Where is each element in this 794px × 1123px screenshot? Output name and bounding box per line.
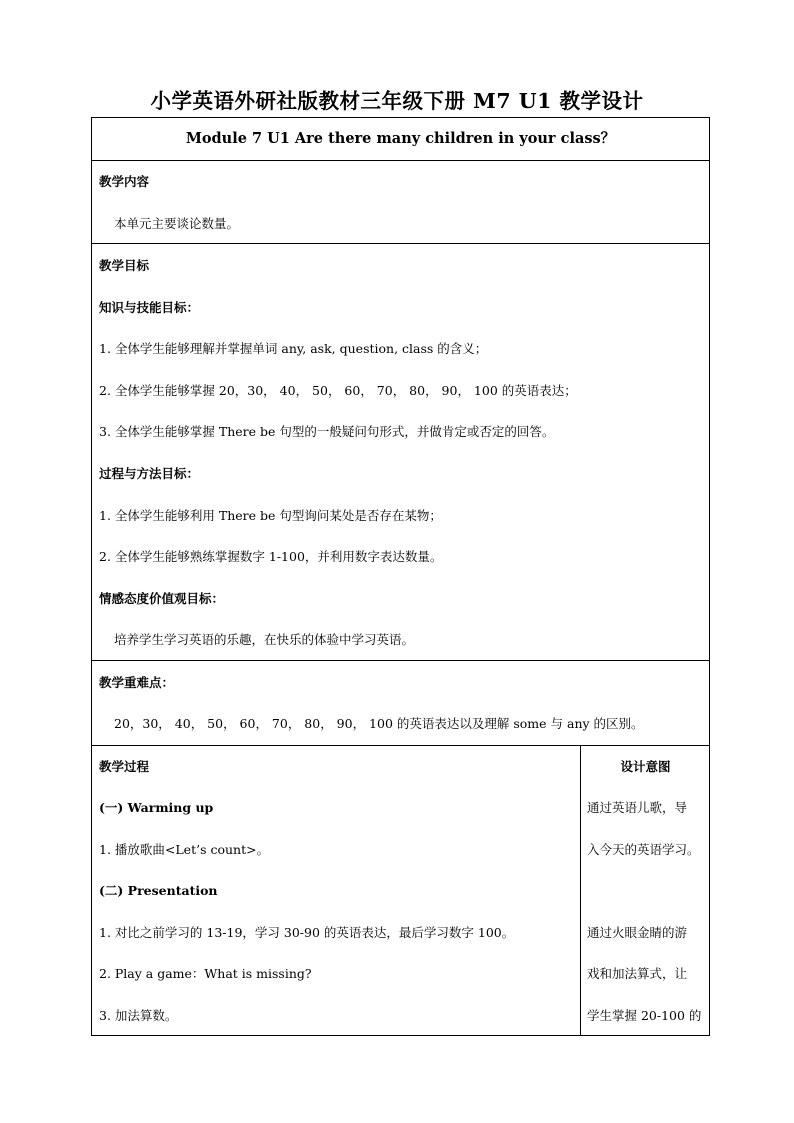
- row-divider: [92, 745, 709, 746]
- column-divider: [580, 745, 581, 1035]
- row-divider: [92, 160, 709, 161]
- module-heading: Module 7 U1 Are there many children in your class？: [185, 130, 616, 147]
- content-label: 教学内容: [99, 174, 150, 189]
- key-points-text: 20，30， 40， 50， 60， 70， 80， 90， 100 的英语表达以及理解 some 与 any 的区别。: [114, 716, 644, 731]
- process-goal-item: 2. 全体学生能够熟练掌握数字 1-100，并利用数字表达数量。: [99, 549, 443, 564]
- process-goal-label: 过程与方法目标：: [99, 466, 200, 481]
- emotion-text: 培养学生学习英语的乐趣，在快乐的体验中学习英语。: [114, 632, 415, 647]
- intent-line: 入今天的英语学习。: [587, 842, 700, 857]
- presentation-item: 2. Play a game：What is missing?: [99, 966, 312, 981]
- intent-line: 学生掌握 20-100 的: [587, 1008, 702, 1023]
- knowledge-item: 2. 全体学生能够掌握 20，30， 40， 50， 60， 70， 80， 90， 100 的英语表达；: [99, 383, 577, 398]
- intent-label: 设计意图: [620, 759, 671, 774]
- presentation-label: (二) Presentation: [99, 883, 218, 898]
- presentation-item: 1. 对比之前学习的 13-19，学习 30-90 的英语表达，最后学习数字 100。: [99, 925, 515, 940]
- knowledge-item: 1. 全体学生能够理解并掌握单词 any, ask, question, class 的含义；: [99, 341, 488, 356]
- presentation-item: 3. 加法算数。: [99, 1008, 178, 1023]
- process-label: 教学过程: [99, 759, 150, 774]
- emotion-label: 情感态度价值观目标：: [99, 591, 225, 606]
- process-goal-item: 1. 全体学生能够利用 There be 句型询问某处是否存在某物；: [99, 508, 442, 523]
- row-divider: [92, 243, 709, 244]
- document-title: 小学英语外研社版教材三年级下册 M7 U1 教学设计: [150, 89, 644, 113]
- row-divider: [92, 660, 709, 661]
- content-text: 本单元主要谈论数量。: [114, 216, 240, 231]
- lesson-plan-table: [91, 117, 710, 1036]
- intent-line: 通过火眼金睛的游: [587, 925, 688, 940]
- intent-line: 通过英语儿歌，导: [587, 800, 688, 815]
- knowledge-item: 3. 全体学生能够掌握 There be 句型的一般疑问句形式，并做肯定或否定的回答。: [99, 424, 555, 439]
- knowledge-label: 知识与技能目标：: [99, 300, 200, 315]
- warmup-label: (一) Warming up: [99, 800, 214, 815]
- warmup-item: 1. 播放歌曲<Let’s count>。: [99, 842, 270, 857]
- intent-line: 戏和加法算式，让: [587, 966, 688, 981]
- objectives-label: 教学目标: [99, 258, 150, 273]
- key-points-label: 教学重难点：: [99, 675, 175, 690]
